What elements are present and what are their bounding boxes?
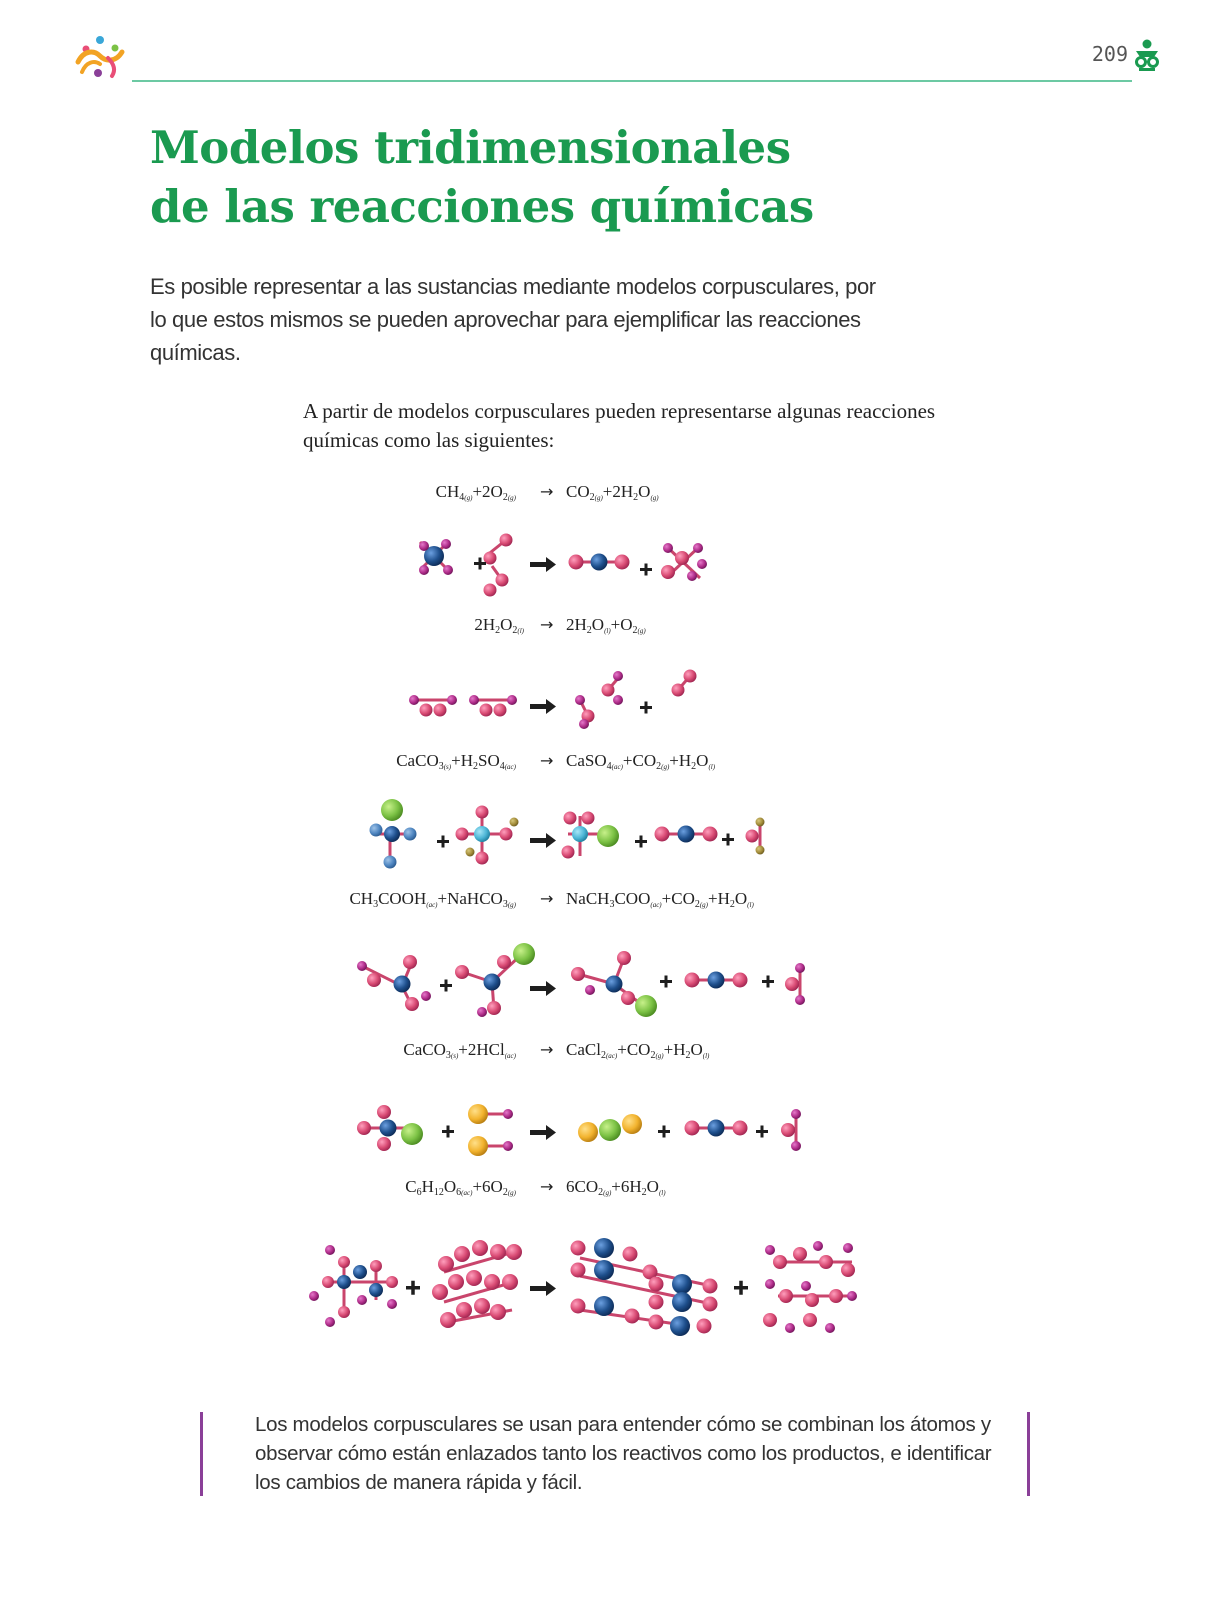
reaction-arrow: →: [540, 889, 554, 908]
formula-text: +2O: [472, 482, 503, 501]
lead-paragraph: A partir de modelos corpusculares pueden representarse algunas reacciones químicas como las siguientes:: [303, 399, 936, 452]
formula-text: +CO: [661, 889, 695, 908]
subscript: 2(g): [650, 1050, 664, 1061]
state-label: (g): [594, 494, 603, 502]
subscript: 2: [633, 492, 639, 503]
state-label: (ac): [504, 1052, 516, 1060]
state-label: (ac): [504, 763, 516, 771]
formula-text: CaCO: [403, 1040, 446, 1059]
state-label: (ac): [611, 763, 623, 771]
formula-text: COO: [614, 889, 651, 908]
state-label: (g): [699, 901, 709, 909]
formula-text: +2H: [602, 482, 634, 501]
subscript: 2(g): [502, 492, 516, 503]
title-line-2: de las reacciones químicas: [150, 180, 814, 233]
subscript: 2: [691, 761, 697, 772]
subscript: 2: [472, 761, 478, 772]
reaction-arrow: →: [540, 751, 554, 770]
formula-text: CaSO: [566, 751, 607, 770]
note-box: [200, 1412, 1030, 1496]
formula-text: +2HCl: [458, 1040, 505, 1059]
state-label: (g): [655, 1052, 664, 1060]
state-label: (g): [603, 1189, 612, 1197]
atoms: [309, 534, 857, 1337]
formula-text: +CO: [617, 1040, 651, 1059]
state-label: (g): [507, 1189, 516, 1197]
subscript: 3(s): [445, 1050, 459, 1061]
formula-text: O: [638, 482, 651, 501]
subscript: 2: [641, 1187, 647, 1198]
state-label: (g): [464, 494, 473, 502]
state-label: (l): [658, 1189, 666, 1197]
reaction-arrows-and-plus: [406, 557, 774, 1296]
formula-text: +H: [669, 751, 692, 770]
formula-text: 2H: [566, 615, 587, 634]
subscript: 2(g): [598, 1187, 612, 1198]
subscript: 2(ac): [600, 1050, 618, 1061]
state-label: (l): [747, 901, 754, 909]
formula-text: O: [646, 1177, 659, 1196]
bonds: [328, 540, 852, 1326]
formula-text: +6O: [472, 1177, 503, 1196]
subscript: 2(g): [589, 492, 603, 503]
subscript: 2(g): [656, 761, 670, 772]
subscript: 3: [373, 899, 379, 910]
formula-text: O: [500, 615, 513, 634]
formula-text: +H: [708, 889, 730, 908]
formula-text: 2H: [474, 615, 496, 634]
subscript: 4(ac): [606, 761, 623, 772]
formula-text: H: [421, 1177, 434, 1196]
state-label: (s): [443, 763, 452, 771]
formula-text: C: [405, 1177, 417, 1196]
formula-text: O: [696, 751, 709, 770]
formula-text: +H: [663, 1040, 686, 1059]
subscript: 2: [586, 625, 592, 636]
subscript: 2(g): [502, 1187, 516, 1198]
formula-text: CH: [435, 482, 460, 501]
formula-text: O: [690, 1040, 703, 1059]
formula-text: +H: [451, 751, 473, 770]
subscript: 6(ac): [456, 1187, 473, 1198]
subscript: 4(g): [459, 492, 473, 503]
subscript: 6: [416, 1187, 422, 1198]
subscript: 3(s): [438, 761, 452, 772]
subscript: 2(g): [694, 899, 709, 910]
reaction-arrow: →: [540, 615, 554, 634]
page-number: 209: [1091, 42, 1128, 66]
title-line-1: Modelos tridimensionales: [150, 121, 791, 174]
formula-text: +NaHCO: [437, 889, 503, 908]
state-label: (l): [604, 627, 611, 635]
reaction-arrow: →: [540, 482, 554, 501]
formula-text: CaCl: [566, 1040, 601, 1059]
state-label: (g): [650, 494, 659, 502]
state-label: (ac): [605, 1052, 618, 1060]
state-label: (l): [708, 763, 716, 771]
formula-text: O: [591, 615, 605, 634]
state-label: (l): [517, 627, 524, 635]
subscript: 3(g): [502, 899, 516, 910]
state-label: (s): [450, 1052, 459, 1060]
state-label: (g): [507, 494, 516, 502]
state-label: (l): [702, 1052, 710, 1060]
reaction-arrow: →: [540, 1177, 554, 1196]
subscript: 2(g): [632, 625, 646, 636]
subscript: 4(ac): [499, 761, 516, 772]
formula-text: 6CO: [566, 1177, 599, 1196]
formula-text: +6H: [611, 1177, 642, 1196]
state-label: (ac): [426, 901, 438, 909]
formula-text: +O: [610, 615, 633, 634]
formula-text: +CO: [622, 751, 657, 770]
subscript: 2(l): [512, 625, 524, 636]
formula-text: SO: [477, 751, 500, 770]
formula-text: CaCO: [396, 751, 439, 770]
state-label: (ac): [461, 1189, 473, 1197]
subscript: 3: [609, 899, 615, 910]
state-label: (g): [661, 763, 670, 771]
subscript: 2: [495, 625, 501, 636]
formula-text: CO: [566, 482, 590, 501]
state-label: (g): [507, 901, 516, 909]
note-text: Los modelos corpusculares se usan para entender cómo se combinan los átomos y observar cómo están enlazados tanto los reactivos como los productos, e identificar los cambios de manera rápida y fácil.: [255, 1413, 992, 1494]
state-label: (ac): [650, 901, 662, 909]
formula-text: CH: [349, 889, 374, 908]
reaction-arrow: →: [540, 1040, 554, 1059]
formula-text: O: [443, 1177, 457, 1196]
formula-text: NaCH: [566, 889, 610, 908]
subscript: 12: [433, 1187, 444, 1198]
state-label: (g): [637, 627, 646, 635]
subscript: 2: [685, 1050, 691, 1061]
intro-paragraph: Es posible representar a las sustancias mediante modelos corpusculares, por lo que estos mismos se pueden aprovechar para ejemplificar las reacciones químicas.: [150, 274, 876, 365]
subscript: 2: [729, 899, 735, 910]
formula-text: O: [734, 889, 748, 908]
formula-text: COOH: [378, 889, 427, 908]
